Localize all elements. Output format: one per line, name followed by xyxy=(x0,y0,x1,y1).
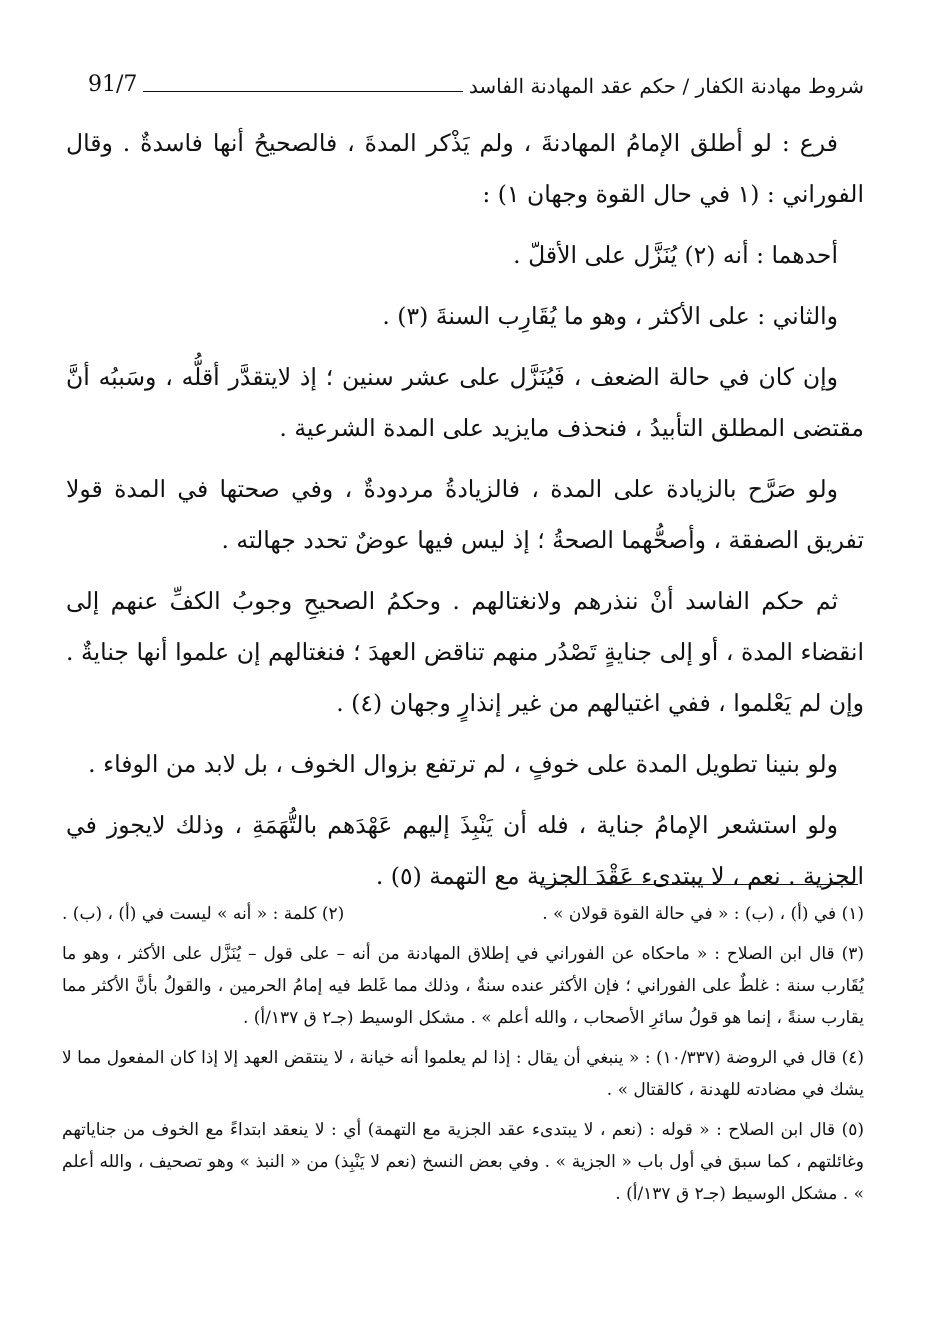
main-text xyxy=(66,118,864,912)
paragraph: ولو صَرَّح بالزيادة على المدة ، فالزيادةُ مردودةٌ ، وفي صحتها في المدة قولا تفريق الصفقة ، وأصحُّهما الصحةُ ؛ إذ ليس فيها عوضٌ تحدد جهالته . xyxy=(66,475,864,554)
page-header xyxy=(88,62,864,96)
footnote-4: (٤) قال في الروضة (١٠/٣٣٧) : « ينبغي أن يقال : إذا لم يعلموا أنه خيانة ، لا ينتقض العهد إلا إذا كان المفعول مما لا يشك في مضادته للهدنة ، كالقتال » . xyxy=(62,1048,865,1100)
footnote-3: (٣) قال ابن الصلاح : « ماحكاه عن الفوراني في إطلاق المهادنة من أنه – على قول – يُنَزَّل على الأكثر ، وهو ما يُقَارب سنة : غلطٌ على الفوراني ؛ فإن الأكثر عنده سنةٌ ، وذلك مما غَلط فيه إمامُ الحرمين ، والقولُ بأنَّ الأكثر مما يقارب سنةً ، إنما هو قولُ سائرِ الأصحاب ، والله أعلم » . مشكل الوسيط (جـ٢ ق ١٣٧/أ) . xyxy=(62,944,864,1028)
paragraph: ولو استشعر الإمامُ جناية ، فله أن يَنْبِذَ إليهم عَهْدَهم بالتُّهَمَةِ ، وذلك لايجوز في الجزية . نعم ، لا يبتدىء عَقْدَ الجزية مع التهمة (٥) . xyxy=(66,811,864,890)
paragraph: فرع : لو أطلق الإمامُ المهادنةَ ، ولم يَذْكر المدةَ ، فالصحيحُ أنها فاسدةٌ . وقال الفوراني : (١ في حال القوة وجهان ١) : xyxy=(66,129,864,208)
paragraph: ثم حكم الفاسد أنْ ننذرهم ولانغتالهم . وحكمُ الصحيحِ وجوبُ الكفِّ عنهم إلى انقضاء المدة ، أو إلى جنايةٍ تَصْدُر منهم تناقض العهدَ ؛ فنغتالهم إن علموا أنها جنايةٌ . وإن لم يَعْلموا ، ففي اغتيالهم من غير إنذارٍ وجهان (٤) . xyxy=(66,587,864,717)
footnote-row xyxy=(62,898,864,930)
paragraph: ولو بنينا تطويل المدة على خوفٍ ، لم ترتفع بزوال الخوف ، بل لابد من الوفاء . xyxy=(88,750,838,778)
footnote-1: (١) في (أ) ، (ب) : « في حالة القوة قولان » . xyxy=(542,904,864,924)
footnote-5: (٥) قال ابن الصلاح : « قوله : (نعم ، لا يبتدىء عقد الجزية مع التهمة) أي : لا ينعقد ابتداءً مع الخوف من جناياتهم وغائلتهم ، كما سبق في أول باب « الجزية » . وفي بعض النسخ (نعم لا يَنْبِذ) من « النبذ » وهو تصحيف ، والله أعلم » . مشكل الوسيط (جـ٢ ق ١٣٧/أ) . xyxy=(62,1120,864,1204)
paragraph: وإن كان في حالة الضعف ، فَيُنَزَّل على عشر سنين ؛ إذ لايتقدَّر أقلُّه ، وسَببُه أنَّ مقتضى المطلق التأبيدُ ، فنحذف مايزيد على المدة الشرعية . xyxy=(66,363,864,442)
footnote-separator xyxy=(540,884,858,885)
running-title: شروط مهادنة الكفار / حكم عقد المهادنة الفاسد xyxy=(468,74,864,98)
page-number: 91/7 xyxy=(88,72,138,97)
footnotes xyxy=(62,898,864,1218)
paragraph: والثاني : على الأكثر ، وهو ما يُقَارِب السنةَ (٣) . xyxy=(382,302,838,330)
footnote-2: (٢) كلمة : « أنه » ليست في (أ) ، (ب) . xyxy=(62,904,345,924)
header-rule xyxy=(143,91,463,92)
paragraph: أحدهما : أنه (٢) يُنَزَّل على الأقلّ . xyxy=(513,241,838,269)
